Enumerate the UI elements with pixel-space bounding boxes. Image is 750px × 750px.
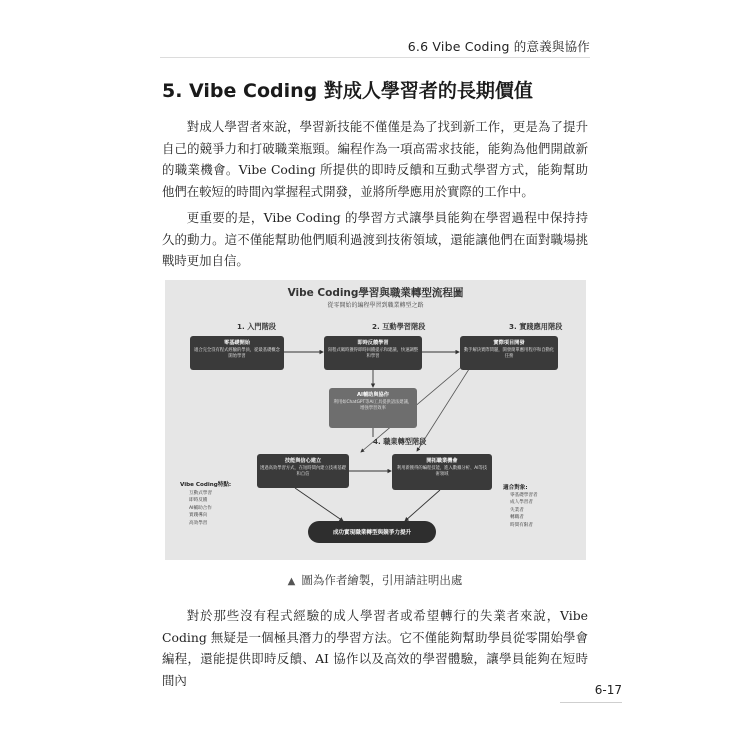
box-real-projects-title: 實際項目開發 [493, 340, 525, 346]
page-number: 6-17 [594, 683, 622, 697]
box-instant-feedback [324, 336, 422, 370]
features-list [189, 490, 212, 527]
audience-item: 成人學習者 [510, 500, 533, 506]
features-heading: Vibe Coding特點: [180, 482, 232, 488]
box-career-opportunity [392, 454, 492, 490]
box-career-opportunity-desc: 利用新獲得的編程技能，進入數據分析、AI等技術領域 [396, 466, 488, 478]
features-item: 互動式學習 [189, 491, 212, 496]
box-zero-basics-desc: 適合完全沒有程式經驗的學員，從最基礎概念開始學習 [194, 348, 280, 360]
body-paragraph-1: 對成人學習者來說，學習新技能不僅僅是為了找到新工作，更是為了提升自己的競爭力和打破職業瓶頸。編程作為一項高需求技能，能夠為他們開啟新的職業機會。Vibe Coding 所提供的即時反饋和互動式學習方式，能夠幫助他們在較短的時間內掌握程式開發，並將所學應用於實際的工作中。 [162, 119, 588, 200]
arrow-confidence-to-final [295, 488, 343, 521]
box-ai-collaboration-desc: 利用如ChatGPT等AI工具提供語法建議，增強學習效率 [333, 400, 413, 412]
box-career-opportunity-title: 開拓職業機會 [426, 458, 458, 464]
caption-text: 圖為作者繪製，引用請註明出處 [301, 573, 463, 587]
stage-3-label: 3. 實踐應用階段 [509, 322, 563, 331]
box-skill-confidence-title: 技能與信心建立 [284, 458, 322, 464]
triangle-up-icon: ▲ [287, 576, 296, 587]
box-instant-feedback-desc: 寫程式碼時獲得即時回饋提示和建議，快速調整和學習 [327, 348, 419, 360]
box-instant-feedback-title: 即時反饋學習 [357, 340, 389, 346]
box-zero-basics-title: 零基礎開始 [224, 340, 250, 346]
audience-item: 轉職者 [510, 515, 524, 521]
audience-item: 失業者 [510, 507, 524, 513]
flowchart-figure [165, 280, 586, 560]
arrow-career-to-final [405, 490, 440, 521]
box-skill-confidence [257, 454, 349, 488]
figure-title: Vibe Coding學習與職業轉型流程圖 [287, 287, 464, 299]
box-ai-collaboration [329, 388, 417, 428]
header-rule [160, 57, 590, 58]
box-real-projects [460, 336, 558, 370]
box-skill-confidence-desc: 透過高效學習方式，在短時間內建立技術基礎和自信 [260, 466, 346, 478]
features-item: 實踐導向 [189, 513, 208, 519]
audience-list [510, 492, 538, 529]
features-item: 即時反饋 [189, 498, 208, 504]
footer-rule [560, 702, 622, 703]
body-paragraph-2: 更重要的是，Vibe Coding 的學習方式讓學員能夠在學習過程中保持持久的動力。這不僅能幫助他們順利過渡到技術領域，還能讓他們在面對職場挑戰時更加自信。 [162, 210, 588, 269]
section-heading: 5. Vibe Coding 對成人學習者的長期價值 [162, 80, 533, 102]
figure-caption [0, 572, 750, 588]
box-real-projects-desc: 動手解決實際問題，開發簡單應用程序和自動化任務 [463, 348, 555, 360]
features-item: 高效學習 [189, 520, 208, 526]
audience-item: 零基礎學習者 [510, 493, 538, 498]
audience-item: 時間有限者 [510, 522, 533, 528]
figure-subtitle: 從零開始的編程學習到職業轉型之路 [327, 302, 424, 309]
stage-1-label: 1. 入門階段 [237, 322, 276, 331]
box-zero-basics [190, 336, 284, 370]
features-item: AI輔助合作 [189, 505, 212, 511]
body-paragraph-3: 對於那些沒有程式經驗的成人學習者或希望轉行的失業者來說，Vibe Coding 無疑是一個極具潛力的學習方法。它不僅能夠幫助學員從零開始學會編程，還能提供即時反饋、AI 協作以及高效的學習體驗，讓學員能夠在短時間內 [162, 608, 588, 689]
stage-4-label: 4. 職業轉型階段 [373, 437, 427, 446]
running-header: 6.6 Vibe Coding 的意義與協作 [407, 39, 590, 54]
box-final-outcome: 成功實現職業轉型與競爭力提升 [308, 521, 436, 543]
stage-2-label: 2. 互動學習階段 [372, 322, 426, 331]
box-ai-collaboration-title: AI輔助與協作 [357, 392, 389, 398]
audience-heading: 適合對象: [503, 485, 528, 491]
